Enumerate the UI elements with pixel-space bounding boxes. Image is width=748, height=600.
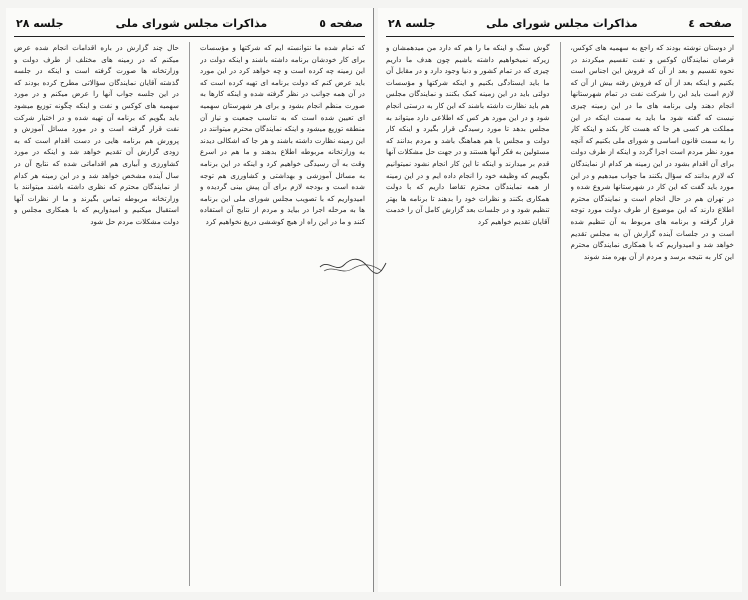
paragraph: گوش سنگ و اینکه ما را هم که دارد من میدهمشان و زیرکه نمیخواهیم داشته باشیم چون هدف ما داریم چیزی که در تمام کشور و دنیا وجود دارد و در مقابل آن ما باید ایستادگی بکنیم و اینکه شرکتها و مؤسسات دولتی باید در این زمینه کمک بکنند و نمایندگان مجلس هم باید نظارت داشته باشند که این کار به درستی انجام شود و در این مورد هر کس که اطلاعی دارد میتواند به مجلس بدهد تا مورد رسیدگی قرار بگیرد و اینکه کار دولت و مجلس با هم هماهنگ باشد و مردم بدانند که مسئولین به فکر آنها هستند و در جهت حل مشکلات آنها قدم بر میدارند و اینکه تا این کار انجام نشود نمیتوانیم بگوییم که وظیفه خود را انجام داده ایم و در این زمینه از همه نمایندگان محترم تقاضا داریم که با دولت همکاری بکنند و نظرات خود را بدهند تا برنامه ها بهتر تنظیم شود و در جلسات بعد گزارش کامل آن را خدمت آقایان تقدیم خواهیم کرد xyxy=(386,43,550,226)
text-column xyxy=(571,42,735,586)
page-left-content xyxy=(378,8,742,592)
page-title: مذاکرات مجلس شورای ملی xyxy=(486,16,638,30)
page-header xyxy=(6,12,373,34)
column-divider xyxy=(189,42,190,586)
page-header xyxy=(378,12,742,34)
session-label: جلسه ٢٨ xyxy=(388,16,436,30)
header-rule xyxy=(14,36,365,37)
page-number: صفحه ٥ xyxy=(319,16,363,30)
text-columns xyxy=(386,42,734,586)
text-column xyxy=(386,42,550,586)
header-rule xyxy=(386,36,734,37)
text-column xyxy=(14,42,179,586)
page-right-content xyxy=(6,8,374,592)
session-label: جلسه ٢٨ xyxy=(16,16,64,30)
column-divider xyxy=(560,42,561,586)
paragraph: که تمام شده ما نتوانسته ایم که شرکتها و مؤسسات برای کار خودشان برنامه داشته باشند و اینکه دولت در این زمینه چه کرده است و چه خواهد کرد در این مورد باید عرض کنم که دولت برنامه ای تهیه کرده است که در آن همه جوانب در نظر گرفته شده و اینکه کارها به صورت منظم انجام بشود و برای هر شهرستان سهمیه ای تعیین شده است که به تناسب جمعیت و نیاز آن منطقه توزیع میشود و اینکه نمایندگان محترم میتوانند در این زمینه نظارت داشته باشند و هر جا که اشکالی دیدند به وزارتخانه مربوطه اطلاع بدهند و ما هم در اسرع وقت به آن رسیدگی خواهیم کرد و اینکه در این برنامه به مسائل آموزشی و بهداشتی و کشاورزی هم توجه شده است و بودجه لازم برای آن پیش بینی گردیده و امیدواریم که با تصویب مجلس شورای ملی این برنامه ها به مرحله اجرا در بیاید و مردم از نتایج آن استفاده کنند و ما در این راه از هیچ کوششی دریغ نخواهیم کرد xyxy=(200,43,365,226)
paragraph: از دوستان نوشته بودند که راجع به سهمیه های کوکس، قرصان نمایندگان کوکس و نفت تقسیم میکردند در نحوه تقسیم و بعد از آن که فروش این اجناس است بکنیم و اینکه بعد از آن که فروش رفته بیش از آن که لازم است باید این را شرکت نفت در تمام شهرستانها انجام دهند ولی برنامه های ما در این زمینه چیزی نیست که گفته شود ما باید به سمت اینکه در این مملکت هر کسی هر جا که هست کار بکند و اینکه کار را به سمت قانون اساسی و شورای ملی بکنیم که آنچه مورد نظر مردم است اجرا گردد و اینکه از طرف دولت برای آن اقدام بشود در این زمینه هر کدام از نمایندگان که لازم بدانند که سؤال بکنند ما جواب میدهیم و در این مورد باید گفت که این کار در شهرستانها شروع شده و در تهران هم در حال انجام است و نمایندگان محترم اطلاع دارند که این موضوع از طرف دولت مورد توجه قرار گرفته و برنامه های مربوط به آن تنظیم شده است و در جلسات آینده گزارش آن به مجلس تقدیم خواهد شد و امیدواریم که با همکاری نمایندگان محترم این کار به نتیجه برسد و مردم از آن بهره مند شوند xyxy=(570,43,734,261)
page-number: صفحه ٤ xyxy=(688,16,732,30)
text-columns xyxy=(14,42,365,586)
text-column xyxy=(200,42,365,586)
paragraph: حال چند گزارش در باره اقدامات انجام شده عرض میکنم که در زمینه های مختلف از طرف دولت و وزارتخانه ها صورت گرفته است و اینکه در جلسه گذشته آقایان نمایندگان سؤالاتی مطرح کرده بودند که در این جلسه جواب آنها را عرض میکنم و در مورد سهمیه های کوکس و نفت و اینکه چگونه توزیع میشود باید بگویم که برنامه آن تهیه شده و در اختیار شرکت نفت قرار گرفته است و در مورد مسائل آموزش و پرورش هم برنامه هایی در دست اقدام است که به زودی گزارش آن تقدیم خواهد شد و اینکه در مورد کشاورزی و آبیاری هم اقداماتی شده که نتایج آن در سال آینده مشخص خواهد شد و در این زمینه هر کدام از نمایندگان محترم که نظری داشته باشند میتوانند با وزارتخانه مربوطه تماس بگیرند و ما از نظرات آنها استقبال میکنیم و امیدواریم که با همکاری مجلس و دولت مشکلات مردم حل شود xyxy=(14,43,179,226)
page-title: مذاکرات مجلس شورای ملی xyxy=(115,16,268,30)
handwritten-scribble xyxy=(318,253,388,279)
